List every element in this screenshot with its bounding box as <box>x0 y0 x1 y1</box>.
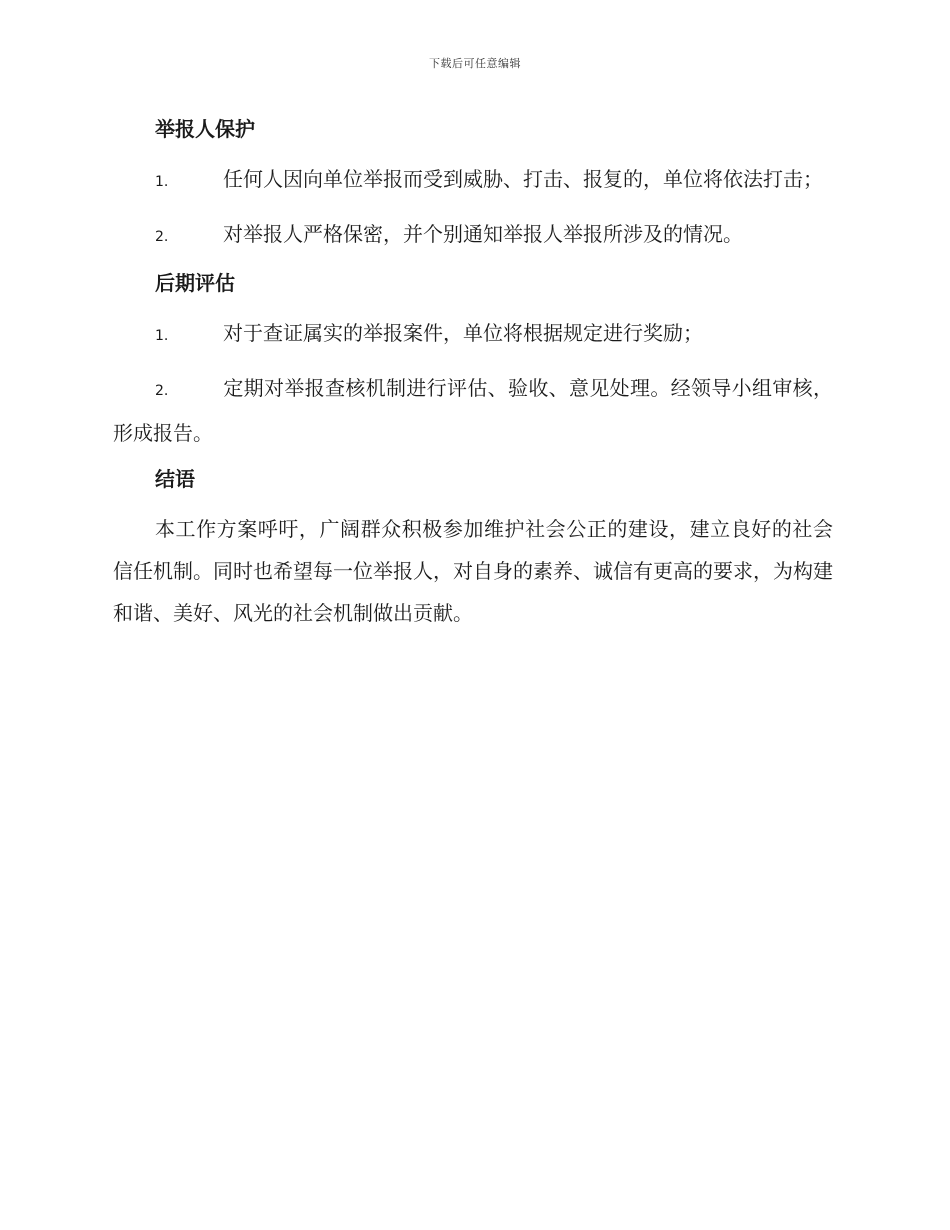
list-item-number: 1. <box>155 174 169 190</box>
section-heading-reporter-protection: 举报人保护 <box>155 117 255 141</box>
list-item-text: 对举报人严格保密，并个别通知举报人举报所涉及的情况。 <box>223 222 743 246</box>
conclusion-paragraph: 本工作方案呼吁，广阔群众积极参加维护社会公正的建设，建立良好的社会信任机制。同时也希望每一位举报人，对自身的素养、诚信有更高的要求，为构建和谐、美好、风光的社会机制做出贡献。 <box>113 517 833 625</box>
section-heading-conclusion: 结语 <box>155 467 195 491</box>
page-header: 下载后可任意编辑 <box>429 57 521 70</box>
section-heading-later-evaluation: 后期评估 <box>155 271 235 295</box>
list-item <box>113 312 833 357</box>
list-item <box>113 158 833 203</box>
list-item-number: 1. <box>155 328 169 344</box>
list-item <box>113 213 833 258</box>
list-item <box>113 367 833 454</box>
list-item-text: 任何人因向单位举报而受到威胁、打击、报复的，单位将依法打击； <box>223 167 823 191</box>
list-item-text: 对于查证属实的举报案件，单位将根据规定进行奖励； <box>223 321 703 345</box>
list-item-text: 定期对举报查核机制进行评估、验收、意见处理。经领导小组审核，形成报告。 <box>113 376 833 445</box>
list-item-number: 2. <box>155 229 169 245</box>
document-body <box>113 108 833 634</box>
list-item-number: 2. <box>155 383 169 399</box>
